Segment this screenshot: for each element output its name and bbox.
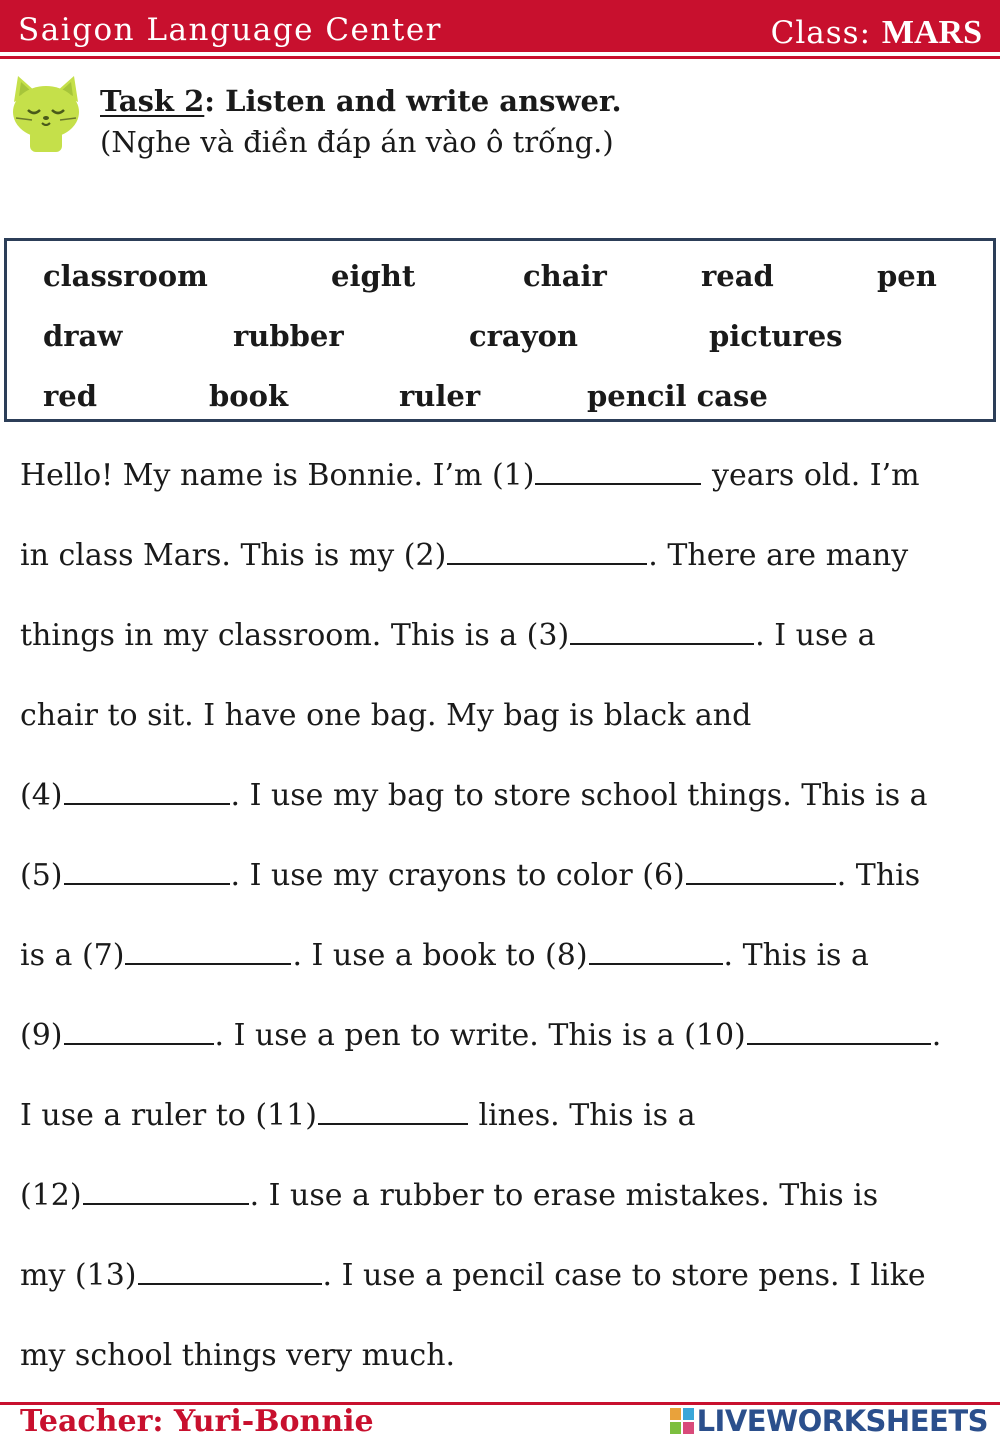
passage-text: I use a ruler to (11) bbox=[20, 1098, 317, 1133]
task-subtitle: (Nghe và điền đáp án vào ô trống.) bbox=[100, 125, 614, 159]
word-bank-item: draw bbox=[43, 319, 123, 353]
passage-line bbox=[20, 858, 920, 893]
header-bar bbox=[0, 0, 1000, 52]
passage-text: . I use my crayons to color (6) bbox=[230, 858, 685, 893]
answer-blank-4[interactable] bbox=[64, 783, 230, 805]
passage-line bbox=[20, 938, 869, 973]
class-label bbox=[771, 14, 982, 52]
passage-line bbox=[20, 1018, 941, 1053]
word-bank-item: book bbox=[209, 379, 289, 413]
teacher-name: Teacher: Yuri-Bonnie bbox=[20, 1404, 374, 1439]
word-bank-item: rubber bbox=[233, 319, 344, 353]
passage-text: chair to sit. I have one bag. My bag is black and bbox=[20, 698, 752, 733]
passage-text: years old. I’m bbox=[702, 458, 920, 493]
liveworksheets-logo bbox=[670, 1404, 988, 1438]
passage-text: lines. This is a bbox=[468, 1098, 696, 1133]
word-bank-item: red bbox=[43, 379, 98, 413]
passage-text: Hello! My name is Bonnie. I’m (1) bbox=[20, 458, 535, 493]
passage-text: . I use a rubber to erase mistakes. This is bbox=[249, 1178, 879, 1213]
passage-line bbox=[20, 1338, 455, 1373]
word-bank-item: pictures bbox=[709, 319, 843, 353]
passage-text: . I use a pen to write. This is a (10) bbox=[214, 1018, 746, 1053]
task-title-text: : Listen and write answer. bbox=[204, 84, 622, 118]
answer-blank-8[interactable] bbox=[589, 943, 723, 965]
word-bank-item: classroom bbox=[43, 259, 208, 293]
word-bank-item: chair bbox=[523, 259, 607, 293]
answer-blank-10[interactable] bbox=[747, 1023, 931, 1045]
header-divider bbox=[0, 56, 1000, 59]
passage-text: in class Mars. This is my (2) bbox=[20, 538, 447, 573]
passage-text: my (13) bbox=[20, 1258, 137, 1293]
class-prefix: Class: bbox=[770, 15, 872, 51]
passage-text: . This is a bbox=[723, 938, 869, 973]
word-bank-item: ruler bbox=[399, 379, 481, 413]
passage-line bbox=[20, 618, 876, 653]
answer-blank-2[interactable] bbox=[447, 543, 647, 565]
passage-line bbox=[20, 538, 908, 573]
answer-blank-6[interactable] bbox=[686, 863, 836, 885]
class-name: MARS bbox=[881, 14, 982, 51]
passage-line bbox=[20, 1098, 696, 1133]
passage-text: . This bbox=[836, 858, 921, 893]
answer-blank-7[interactable] bbox=[125, 943, 291, 965]
word-bank-item: eight bbox=[331, 259, 416, 293]
passage-text: (5) bbox=[20, 858, 63, 893]
answer-blank-13[interactable] bbox=[138, 1263, 322, 1285]
answer-blank-11[interactable] bbox=[318, 1103, 468, 1125]
task-label: Task 2 bbox=[100, 84, 205, 118]
answer-blank-5[interactable] bbox=[64, 863, 230, 885]
passage-line bbox=[20, 1178, 878, 1213]
word-bank-item: pencil case bbox=[587, 379, 768, 413]
passage-text: . I use a pencil case to store pens. I like bbox=[322, 1258, 926, 1293]
passage-line bbox=[20, 698, 751, 733]
liveworksheets-mark-icon bbox=[670, 1408, 694, 1434]
answer-blank-3[interactable] bbox=[570, 623, 754, 645]
passage-text: . There are many bbox=[648, 538, 909, 573]
word-bank-item: read bbox=[701, 259, 774, 293]
word-bank bbox=[4, 238, 996, 422]
passage-line bbox=[20, 458, 920, 493]
passage-text: (9) bbox=[20, 1018, 63, 1053]
answer-blank-1[interactable] bbox=[535, 463, 701, 485]
passage-line bbox=[20, 1258, 926, 1293]
answer-blank-9[interactable] bbox=[64, 1023, 214, 1045]
passage-text: . I use a book to (8) bbox=[292, 938, 588, 973]
passage-text: is a (7) bbox=[20, 938, 125, 973]
passage-line bbox=[20, 778, 928, 813]
answer-blank-12[interactable] bbox=[83, 1183, 249, 1205]
task-title bbox=[100, 84, 622, 118]
passage-text: (4) bbox=[20, 778, 63, 813]
word-bank-item: crayon bbox=[469, 319, 579, 353]
passage-text: things in my classroom. This is a (3) bbox=[20, 618, 570, 653]
passage-text: (12) bbox=[20, 1178, 82, 1213]
org-name: Saigon Language Center bbox=[18, 12, 442, 48]
passage-text: . bbox=[931, 1018, 942, 1053]
passage-text: my school things very much. bbox=[20, 1338, 456, 1373]
brand-name: LIVEWORKSHEETS bbox=[696, 1404, 988, 1438]
passage-text: . I use a bbox=[755, 618, 876, 653]
word-bank-item: pen bbox=[877, 259, 937, 293]
cat-icon bbox=[6, 72, 86, 154]
passage-text: . I use my bag to store school things. This is a bbox=[230, 778, 928, 813]
